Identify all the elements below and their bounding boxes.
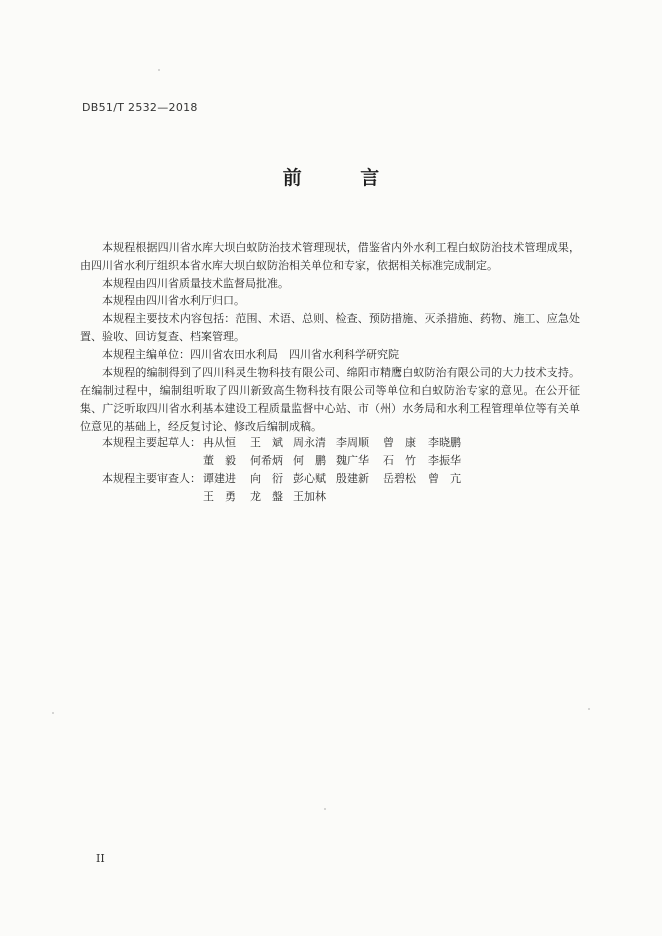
reviewer-name: 岳碧松	[383, 472, 416, 485]
reviewer-name: 王加林	[293, 490, 326, 503]
document-code: DB51/T 2532—2018	[82, 101, 198, 114]
scan-speck	[52, 712, 54, 714]
reviewer-name: 谭建进	[203, 472, 236, 485]
drafter-name: 魏广华	[336, 454, 369, 467]
paragraph-acknowledgement: 本规程的编制得到了四川科灵生物科技有限公司、绵阳市精鹰白蚁防治有限公司的大力技术支持。在编制过程中，编制组听取了四川新致高生物科技有限公司等单位和白蚁防治专家的意见。在公开征集、广泛听取四川省水利基本建设工程质量监督中心站、市（州）水务局和水利工程管理单位等有关单位意见的基础上，经反复讨论、修改后编制成稿。	[80, 366, 580, 433]
paragraph-contents: 本规程主要技术内容包括：范围、术语、总则、检查、预防措施、灭杀措施、药物、施工、应急处置、验收、回访复查、档案管理。	[80, 312, 580, 343]
reviewer-name: 曾 亢	[428, 472, 461, 485]
reviewer-name: 王 勇	[203, 490, 236, 503]
page-number: II	[96, 852, 105, 865]
drafter-name: 冉从恒	[203, 436, 236, 449]
page-title: 前 言	[282, 167, 406, 189]
scan-speck	[324, 808, 326, 810]
paragraph-management: 本规程由四川省水利厅归口。	[102, 294, 245, 307]
paragraph-background: 本规程根据四川省水库大坝白蚁防治技术管理现状，借鉴省内外水利工程白蚁防治技术管理成果，由四川省水利厅组织本省水库大坝白蚁防治相关单位和专家，依据相关标准完成制定。	[80, 241, 580, 272]
paragraph-chief-editors: 本规程主编单位：四川省农田水利局 四川省水利科学研究院	[102, 348, 399, 361]
drafter-name: 何 鹏	[293, 454, 326, 467]
scan-speck	[158, 69, 160, 71]
drafter-name: 李周顺	[336, 436, 369, 449]
drafter-name: 李晓鹏	[428, 436, 461, 449]
drafter-name: 王 斌	[250, 436, 283, 449]
drafter-name: 石 竹	[383, 454, 416, 467]
reviewer-name: 龙 盤	[250, 490, 283, 503]
drafters-label: 本规程主要起草人：	[102, 436, 201, 449]
drafter-name: 周永清	[293, 436, 326, 449]
reviewer-name: 殷建新	[336, 472, 369, 485]
reviewers-label: 本规程主要审查人：	[102, 472, 201, 485]
paragraph-approval: 本规程由四川省质量技术监督局批准。	[102, 277, 289, 290]
reviewer-name: 彭心赋	[293, 472, 326, 485]
reviewer-name: 向 衍	[250, 472, 283, 485]
drafter-name: 李振华	[428, 454, 461, 467]
drafter-name: 何希炳	[250, 454, 283, 467]
drafter-name: 曾 康	[383, 436, 416, 449]
drafter-name: 董 毅	[203, 454, 236, 467]
scan-speck	[588, 708, 590, 710]
